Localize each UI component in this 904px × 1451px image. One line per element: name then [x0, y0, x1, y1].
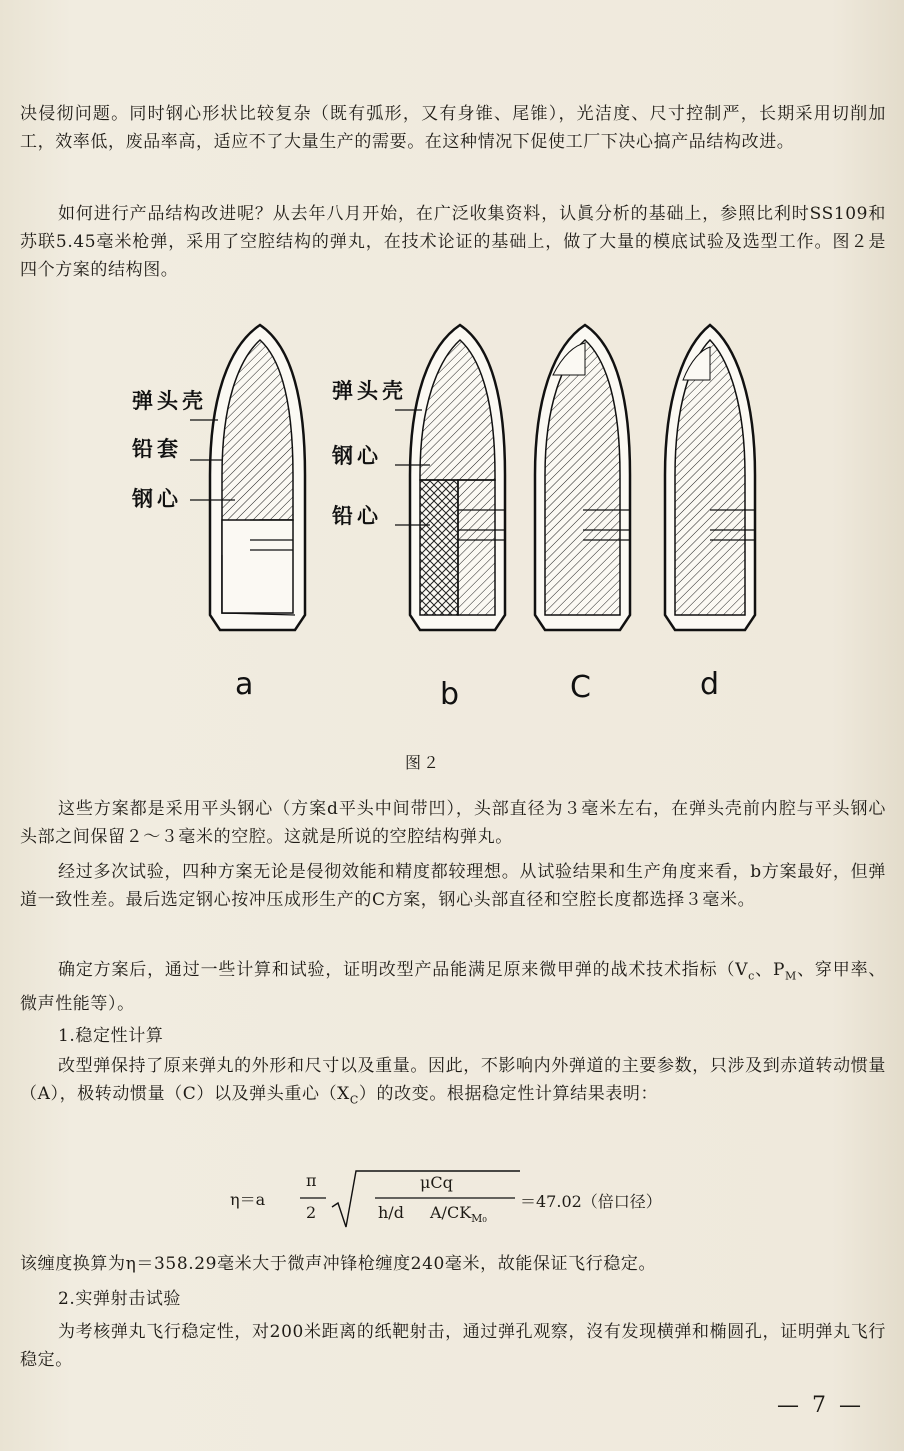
formula-numerator: μCq [420, 1173, 453, 1192]
formula-den-sub: M₀ [471, 1212, 487, 1226]
callout-a-steel-core: 钢心 [132, 486, 182, 511]
callout-a-lead-sleeve: 铅套 [132, 436, 182, 461]
stability-formula [230, 1165, 710, 1235]
bullet-diagram [110, 315, 790, 725]
formula-den-left: h/d [378, 1203, 404, 1222]
figure-caption: 图２ [405, 753, 442, 772]
bullet-c [535, 325, 630, 630]
page-number: — 7 — [777, 1393, 864, 1418]
p5-text-c: 、穿甲率、微声性能等）。 [20, 960, 887, 1015]
bullet-d [665, 325, 755, 630]
p6-sub-c: C [349, 1093, 359, 1107]
paragraph-5 [20, 956, 886, 1018]
p5-sub-c: c [748, 969, 755, 983]
label-c: C [570, 670, 591, 705]
paragraph-3: 这些方案都是采用平头钢心（方案d平头中间带凹），头部直径为３毫米左右，在弹头壳前内腔与平头钢心头部之间保留２～３毫米的空腔。这就是所说的空腔结构弹丸。 [20, 799, 886, 847]
paragraph-1: 决侵彻问题。同时钢心形状比较复杂（既有弧形，又有身锥、尾锥），光洁度、尺寸控制严，长期采用切削加工，效率低，废品率高，适应不了大量生产的需要。在这种情况下促使工厂下决心搞产品结构改进。 [20, 104, 886, 152]
p5-text-a: 确定方案后，通过一些计算和试验，证明改型产品能满足原来微甲弹的战术技术指标（V [58, 960, 749, 980]
paragraph-8: 为考核弹丸飞行稳定性，对200米距离的纸靶射击，通过弹孔观察，沒有发现横弹和椭圆孔，证明弹丸飞行稳定。 [20, 1322, 886, 1370]
formula-den-right-text: A/CK [430, 1203, 472, 1222]
formula-den-right [430, 1203, 487, 1225]
label-b: b [440, 677, 460, 712]
label-a: a [235, 667, 254, 702]
label-d: d [700, 667, 720, 702]
p5-text-b: 、P [754, 960, 786, 980]
formula-result: ＝47.02（倍口径） [520, 1192, 662, 1211]
callout-b-shell: 弹头壳 [332, 378, 407, 403]
paragraph-2: 如何进行产品结构改进呢？从去年八月开始，在广泛收集资料，认眞分析的基础上，参照比利时SS109和苏联5.45毫米枪弹，采用了空腔结构的弹丸，在技术论证的基础上，做了大量的模底试验及选型工作。图２是四个方案的结构图。 [20, 204, 886, 280]
p6-text-b: ）的改变。根据稳定性计算结果表明： [358, 1084, 659, 1104]
p6-text-a: 改型弹保持了原来弹丸的外形和尺寸以及重量。因此，不影响内外弹道的主要参数，只涉及到赤道转动惯量（A），极转动惯量（C）以及弹头重心（X [20, 1056, 886, 1104]
figure-bullet-structures [110, 315, 790, 725]
callout-b-steel-core: 钢心 [332, 443, 382, 468]
paragraph-6 [20, 1052, 886, 1114]
paragraph-4: 经过多次试验，四种方案无论是侵彻效能和精度都较理想。从试验结果和生产角度来看，b方案最好，但弹道一致性差。最后选定钢心按冲压成形生产的C方案，钢心头部直径和空腔长度都选择３毫米。 [20, 862, 886, 910]
formula-two: 2 [306, 1203, 317, 1222]
callout-b-lead-core: 铅心 [332, 503, 382, 528]
formula-pi: π [306, 1171, 317, 1190]
p5-sub-m: M [785, 969, 797, 983]
formula-lhs: η＝a [230, 1190, 266, 1209]
paragraph-7: 该缠度换算为η＝358.29毫米大于微声冲锋枪缠度240毫米，故能保证飞行稳定。 [20, 1254, 657, 1274]
bullet-a [190, 325, 305, 630]
heading-firing-test: 2.实弹射击试验 [58, 1289, 182, 1309]
heading-stability: 1.稳定性计算 [58, 1026, 164, 1046]
callout-a-shell: 弹头壳 [132, 388, 207, 413]
bullet-b [395, 325, 505, 630]
